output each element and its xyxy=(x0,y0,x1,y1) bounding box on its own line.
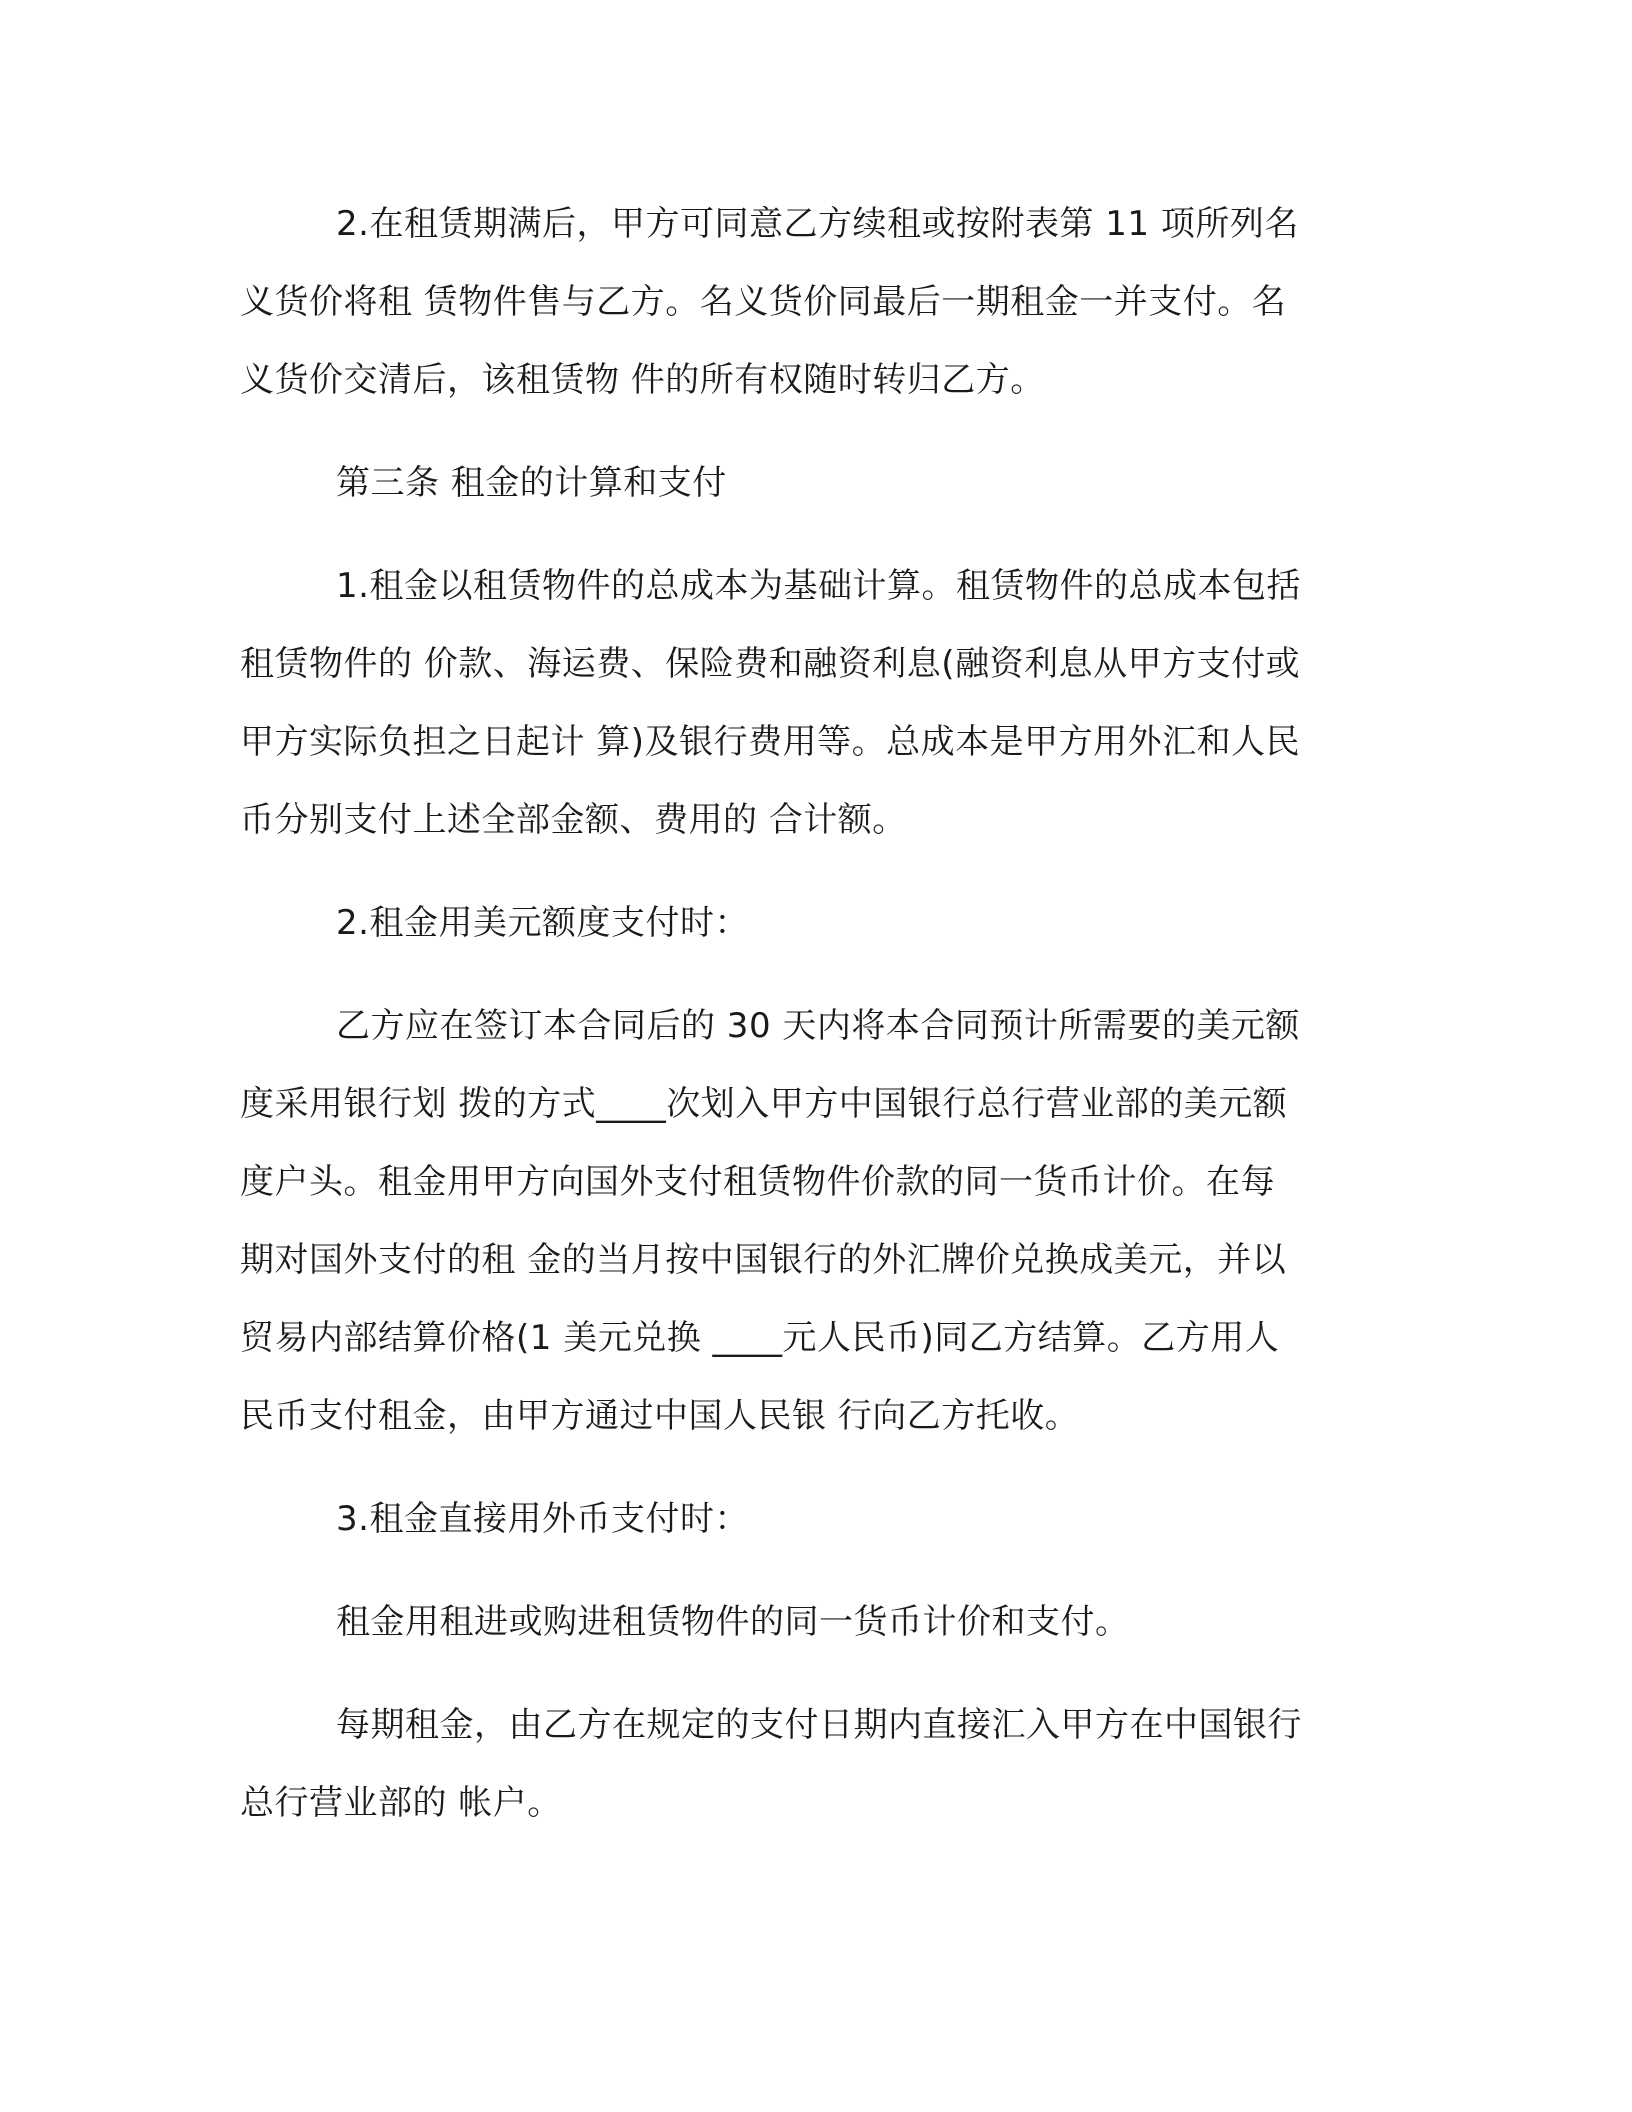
paragraph-foreign-currency-heading xyxy=(240,1480,1380,1558)
text-line: 度户头。租金用甲方向国外支付租赁物件价款的同一货币计价。在每 xyxy=(240,1162,1275,1202)
heading-text: 第三条 租金的计算和支付 xyxy=(336,463,727,503)
text-line: 2.在租赁期满后，甲方可同意乙方续租或按附表第 11 项所列名 xyxy=(336,204,1299,244)
text-line: 2.租金用美元额度支付时： xyxy=(336,903,749,943)
text-line: 义货价交清后，该租赁物 件的所有权随时转归乙方。 xyxy=(240,360,1045,400)
document-page xyxy=(240,185,1380,1842)
text-line: 义货价将租 赁物件售与乙方。名义货价同最后一期租金一并支付。名 xyxy=(240,282,1287,322)
text-line: 民币支付租金，由甲方通过中国人民银 行向乙方托收。 xyxy=(240,1396,1080,1436)
paragraph-usd-quota-heading xyxy=(240,884,1380,962)
paragraph-renewal-clause xyxy=(240,185,1380,419)
text-line: 币分别支付上述全部金额、费用的 合计额。 xyxy=(240,800,907,840)
paragraph-foreign-currency-pricing xyxy=(240,1583,1380,1661)
section-heading-article-3 xyxy=(240,444,1380,522)
text-line: 甲方实际负担之日起计 算)及银行费用等。总成本是甲方用外汇和人民 xyxy=(240,722,1301,762)
text-line: 总行营业部的 帐户。 xyxy=(240,1783,562,1823)
text-line: 每期租金，由乙方在规定的支付日期内直接汇入甲方在中国银行 xyxy=(336,1705,1302,1745)
paragraph-rent-calculation xyxy=(240,547,1380,859)
text-line: 期对国外支付的租 金的当月按中国银行的外汇牌价兑换成美元，并以 xyxy=(240,1240,1287,1280)
text-line: 乙方应在签订本合同后的 30 天内将本合同预计所需要的美元额 xyxy=(336,1006,1300,1046)
paragraph-usd-quota-details xyxy=(240,987,1380,1455)
text-line: 租赁物件的 价款、海运费、保险费和融资利息(融资利息从甲方支付或 xyxy=(240,644,1301,684)
text-line: 1.租金以租赁物件的总成本为基础计算。租赁物件的总成本包括 xyxy=(336,566,1301,606)
text-line: 度采用银行划 拨的方式____次划入甲方中国银行总行营业部的美元额 xyxy=(240,1084,1288,1124)
text-line: 贸易内部结算价格(1 美元兑换 ____元人民币)同乙方结算。乙方用人 xyxy=(240,1318,1280,1358)
paragraph-payment-remittance xyxy=(240,1686,1380,1842)
text-line: 租金用租进或购进租赁物件的同一货币计价和支付。 xyxy=(336,1602,1130,1642)
text-line: 3.租金直接用外币支付时： xyxy=(336,1499,749,1539)
